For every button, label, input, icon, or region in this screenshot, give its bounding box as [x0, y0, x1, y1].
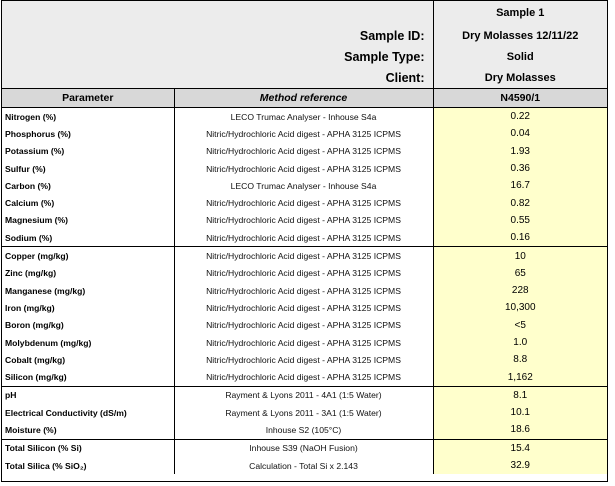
method-cell: Nitric/Hydrochloric Acid digest - APHA 3125 ICPMS [174, 247, 433, 265]
method-cell: Nitric/Hydrochloric Acid digest - APHA 3125 ICPMS [174, 351, 433, 368]
method-cell: Calculation - Total Si x 2.143 [174, 457, 433, 474]
sample-code-column-header: N4590/1 [433, 89, 607, 108]
results-table [2, 88, 607, 474]
parameter-cell: Sodium (%) [5, 232, 53, 243]
method-cell: Rayment & Lyons 2011 - 3A1 (1:5 Water) [174, 404, 433, 421]
table-row [2, 265, 607, 282]
value-cell: 18.6 [433, 421, 607, 439]
table-row [2, 160, 607, 177]
parameter-cell: Potassium (%) [5, 146, 65, 157]
parameter-cell: Cobalt (mg/kg) [5, 354, 66, 365]
header-blank [2, 1, 433, 25]
method-cell: LECO Trumac Analyser - Inhouse S4a [174, 108, 433, 126]
value-cell: 10,300 [433, 299, 607, 316]
value-cell: 0.55 [433, 212, 607, 229]
method-cell: Rayment & Lyons 2011 - 4A1 (1:5 Water) [174, 386, 433, 404]
value-cell: 0.04 [433, 125, 607, 142]
table-row [2, 108, 607, 126]
method-cell: Nitric/Hydrochloric Acid digest - APHA 3125 ICPMS [174, 194, 433, 211]
sample-type-value: Solid [433, 46, 607, 67]
value-cell: 228 [433, 282, 607, 299]
client-value: Dry Molasses [433, 67, 607, 88]
table-row [2, 299, 607, 316]
method-column-header: Method reference [174, 89, 433, 108]
table-row [2, 229, 607, 247]
method-cell: Nitric/Hydrochloric Acid digest - APHA 3125 ICPMS [174, 265, 433, 282]
value-cell: <5 [433, 317, 607, 334]
sample-id-value: Dry Molasses 12/11/22 [433, 25, 607, 46]
parameter-cell: Magnesium (%) [5, 215, 69, 226]
client-label: Client: [2, 67, 433, 88]
table-row [2, 143, 607, 160]
parameter-cell: Manganese (mg/kg) [5, 285, 86, 296]
parameter-cell: Nitrogen (%) [5, 111, 57, 122]
value-cell: 0.22 [433, 108, 607, 126]
parameter-cell: Total Silica (% SiO₂) [5, 460, 87, 471]
sample-title: Sample 1 [433, 1, 607, 25]
method-cell: Inhouse S39 (NaOH Fusion) [174, 439, 433, 457]
method-cell: Nitric/Hydrochloric Acid digest - APHA 3125 ICPMS [174, 160, 433, 177]
value-cell: 1.0 [433, 334, 607, 351]
table-row [2, 194, 607, 211]
sample-id-label: Sample ID: [2, 25, 433, 46]
parameter-column-header: Parameter [2, 89, 174, 108]
table-row [2, 334, 607, 351]
parameter-cell: Calcium (%) [5, 198, 55, 209]
value-cell: 0.82 [433, 194, 607, 211]
value-cell: 1.93 [433, 143, 607, 160]
value-cell: 0.16 [433, 229, 607, 247]
table-row [2, 282, 607, 299]
table-row [2, 247, 607, 265]
table-row [2, 404, 607, 421]
table-row [2, 421, 607, 439]
table-row [2, 457, 607, 474]
parameter-cell: Copper (mg/kg) [2, 247, 174, 265]
value-cell: 10 [433, 247, 607, 265]
results-body [2, 108, 607, 475]
method-cell: Inhouse S2 (105°C) [174, 421, 433, 439]
value-cell: 1,162 [433, 368, 607, 386]
report-header-table [2, 1, 607, 88]
parameter-cell: Moisture (%) [5, 424, 57, 435]
parameter-cell: Iron (mg/kg) [5, 302, 55, 313]
value-cell: 0.36 [433, 160, 607, 177]
parameter-cell: pH [2, 386, 174, 404]
table-row [2, 368, 607, 386]
method-cell: Nitric/Hydrochloric Acid digest - APHA 3125 ICPMS [174, 125, 433, 142]
parameter-cell: Silicon (mg/kg) [5, 372, 67, 383]
table-row [2, 177, 607, 194]
table-row [2, 212, 607, 229]
table-row [2, 386, 607, 404]
value-cell: 15.4 [433, 439, 607, 457]
value-cell: 10.1 [433, 404, 607, 421]
parameter-cell: Electrical Conductivity (dS/m) [5, 407, 127, 418]
value-cell: 16.7 [433, 177, 607, 194]
value-cell: 8.1 [433, 386, 607, 404]
value-cell: 8.8 [433, 351, 607, 368]
results-report [1, 0, 608, 482]
sample-type-label: Sample Type: [2, 46, 433, 67]
table-row [2, 351, 607, 368]
parameter-cell: Molybdenum (mg/kg) [5, 337, 92, 348]
table-row [2, 125, 607, 142]
value-cell: 32.9 [433, 457, 607, 474]
method-cell: Nitric/Hydrochloric Acid digest - APHA 3125 ICPMS [174, 299, 433, 316]
method-cell: Nitric/Hydrochloric Acid digest - APHA 3125 ICPMS [174, 282, 433, 299]
parameter-cell: Carbon (%) [5, 180, 51, 191]
method-cell: LECO Trumac Analyser - Inhouse S4a [174, 177, 433, 194]
parameter-cell: Phosphorus (%) [5, 128, 71, 139]
table-row [2, 439, 607, 457]
value-cell: 65 [433, 265, 607, 282]
method-cell: Nitric/Hydrochloric Acid digest - APHA 3125 ICPMS [174, 317, 433, 334]
parameter-cell: Zinc (mg/kg) [5, 268, 57, 279]
method-cell: Nitric/Hydrochloric Acid digest - APHA 3125 ICPMS [174, 229, 433, 247]
method-cell: Nitric/Hydrochloric Acid digest - APHA 3125 ICPMS [174, 212, 433, 229]
method-cell: Nitric/Hydrochloric Acid digest - APHA 3125 ICPMS [174, 334, 433, 351]
parameter-cell: Boron (mg/kg) [5, 320, 64, 331]
table-row [2, 317, 607, 334]
parameter-cell: Total Silicon (% Si) [2, 439, 174, 457]
method-cell: Nitric/Hydrochloric Acid digest - APHA 3125 ICPMS [174, 368, 433, 386]
method-cell: Nitric/Hydrochloric Acid digest - APHA 3125 ICPMS [174, 143, 433, 160]
parameter-cell: Sulfur (%) [5, 163, 46, 174]
